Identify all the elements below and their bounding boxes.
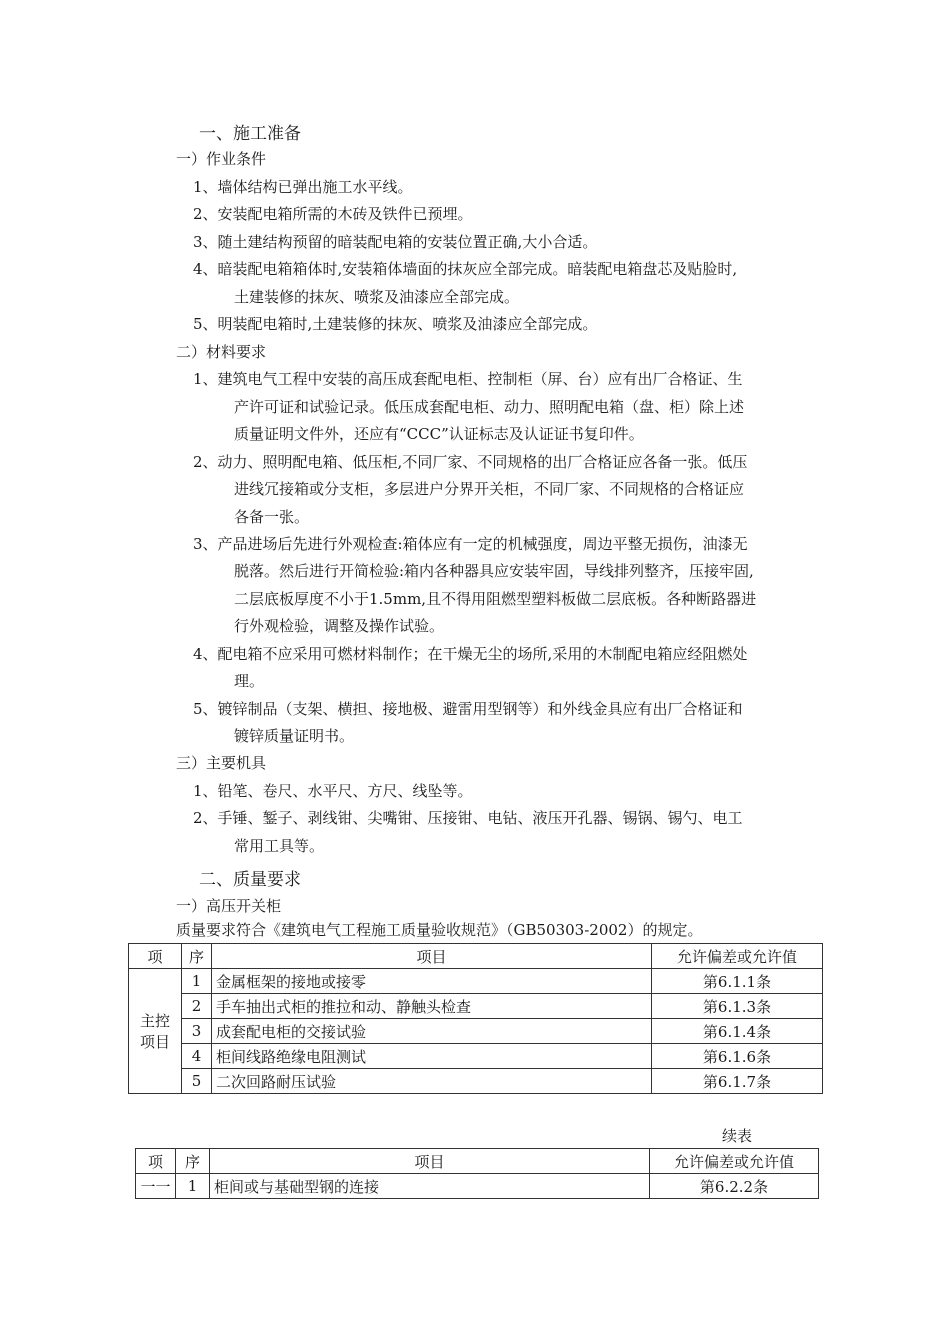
quality-table-continued: [135, 1148, 819, 1199]
header-item: 项: [129, 944, 182, 969]
table-row: [129, 969, 823, 994]
row-project: 柜间或与基础型钢的连接: [210, 1174, 650, 1199]
table-row: [129, 1069, 823, 1094]
row-project: 手车抽出式柜的推拉和动、静触头检查: [212, 994, 652, 1019]
material-line-5: 进线冗接箱或分支柜，多层进户分界开关柜，不同厂家、不同规格的合格证应: [234, 480, 745, 498]
tools-line-3: 常用工具等。: [234, 837, 325, 855]
material-line-7: 3、产品进场后先进行外观检查:箱体应有一定的机械强度，周边平整无损伤，油漆无: [193, 535, 748, 553]
tools-line-1: 1、铅笔、卷尺、水平尺、方尺、线坠等。: [193, 782, 473, 800]
header-tolerance: 允许偏差或允许值: [652, 944, 823, 969]
row-tolerance: 第6.1.3条: [652, 994, 823, 1019]
work-condition-5: 5、明装配电箱时,土建装修的抹灰、喷浆及油漆应全部完成。: [193, 315, 598, 333]
material-line-1: 1、建筑电气工程中安装的高压成套配电柜、控制柜（屏、台）应有出厂合格证、生: [193, 370, 743, 388]
material-line-2: 产许可证和试验记录。低压成套配电柜、动力、照明配电箱（盘、柜）除上述: [234, 398, 745, 416]
table-header-row: [136, 1149, 819, 1174]
work-condition-3: 3、随土建结构预留的暗装配电箱的安装位置正确,大小合适。: [193, 233, 598, 251]
quality-intro: 质量要求符合《建筑电气工程施工质量验收规范》（GB50303-2002）的规定。: [176, 921, 703, 939]
row-tolerance: 第6.1.1条: [652, 969, 823, 994]
row-seq: 1: [176, 1174, 210, 1199]
header-project: 项目: [212, 944, 652, 969]
quality-table-main: [128, 943, 823, 1094]
subsection-title-work-conditions: 一）作业条件: [176, 150, 267, 168]
header-seq: 序: [176, 1149, 210, 1174]
material-line-3: 质量证明文件外，还应有“CCC”认证标志及认证证书复印件。: [234, 425, 644, 443]
row-seq: 1: [182, 969, 212, 994]
row-project: 柜间线路绝缘电阻测试: [212, 1044, 652, 1069]
row-tolerance: 第6.1.6条: [652, 1044, 823, 1069]
table-row: [136, 1174, 819, 1199]
row-project: 二次回路耐压试验: [212, 1069, 652, 1094]
group-label-line-1: 主控: [139, 1012, 170, 1030]
group-cell-main-control: [129, 969, 182, 1094]
work-condition-2: 2、安装配电箱所需的木砖及铁件已预埋。: [193, 205, 473, 223]
material-line-13: 5、镀锌制品（支架、横担、接地极、避雷用型钢等）和外线金具应有出厂合格证和: [193, 700, 743, 718]
table-header-row: [129, 944, 823, 969]
row-seq: 2: [182, 994, 212, 1019]
row-tolerance: 第6.1.7条: [652, 1069, 823, 1094]
material-line-6: 各备一张。: [234, 508, 310, 526]
table-row: [129, 1044, 823, 1069]
material-line-10: 行外观检验，调整及操作试验。: [234, 617, 445, 635]
group-label-line-2: 项目: [139, 1033, 170, 1051]
table-continued-caption: 续表: [722, 1127, 753, 1145]
subsection-title-tools: 三）主要机具: [176, 754, 267, 772]
material-line-11: 4、配电箱不应采用可燃材料制作；在干燥无尘的场所,采用的木制配电箱应经阻燃处: [193, 645, 748, 663]
work-condition-4-cont: 土建装修的抹灰、喷浆及油漆应全部完成。: [234, 288, 520, 306]
tools-line-2: 2、手锤、錾子、剥线钳、尖嘴钳、压接钳、电钻、液压开孔器、锡锅、锡勺、电工: [193, 809, 743, 827]
material-line-12: 理。: [234, 672, 265, 690]
row-seq: 4: [182, 1044, 212, 1069]
row-tolerance: 第6.2.2条: [650, 1174, 819, 1199]
section-title-construction-prep: 一、施工准备: [199, 124, 301, 144]
material-line-8: 脱落。然后进行开简检验:箱内各种器具应安装牢固，导线排列整齐，压接牢固,: [234, 562, 754, 580]
material-line-14: 镀锌质量证明书。: [234, 727, 355, 745]
row-project: 成套配电柜的交接试验: [212, 1019, 652, 1044]
table-row: [129, 994, 823, 1019]
work-condition-4: 4、暗装配电箱箱体时,安装箱体墙面的抹灰应全部完成。暗装配电箱盘芯及贴脸时,: [193, 260, 738, 278]
section-title-quality-requirements: 二、质量要求: [199, 870, 301, 890]
row-group: 一一: [136, 1174, 176, 1199]
subsection-title-hv-switchgear: 一）高压开关柜: [176, 897, 282, 915]
row-project: 金属框架的接地或接零: [212, 969, 652, 994]
material-line-9: 二层底板厚度不小于1.5mm,且不得用阻燃型塑料板做二层底板。各种断路器进: [234, 590, 757, 608]
table-row: [129, 1019, 823, 1044]
material-line-4: 2、动力、照明配电箱、低压柜,不同厂家、不同规格的出厂合格证应各备一张。低压: [193, 453, 748, 471]
header-project: 项目: [210, 1149, 650, 1174]
row-seq: 3: [182, 1019, 212, 1044]
header-tolerance: 允许偏差或允许值: [650, 1149, 819, 1174]
row-tolerance: 第6.1.4条: [652, 1019, 823, 1044]
subsection-title-materials: 二）材料要求: [176, 343, 267, 361]
row-seq: 5: [182, 1069, 212, 1094]
work-condition-1: 1、墙体结构已弹出施工水平线。: [193, 178, 413, 196]
header-item: 项: [136, 1149, 176, 1174]
header-seq: 序: [182, 944, 212, 969]
